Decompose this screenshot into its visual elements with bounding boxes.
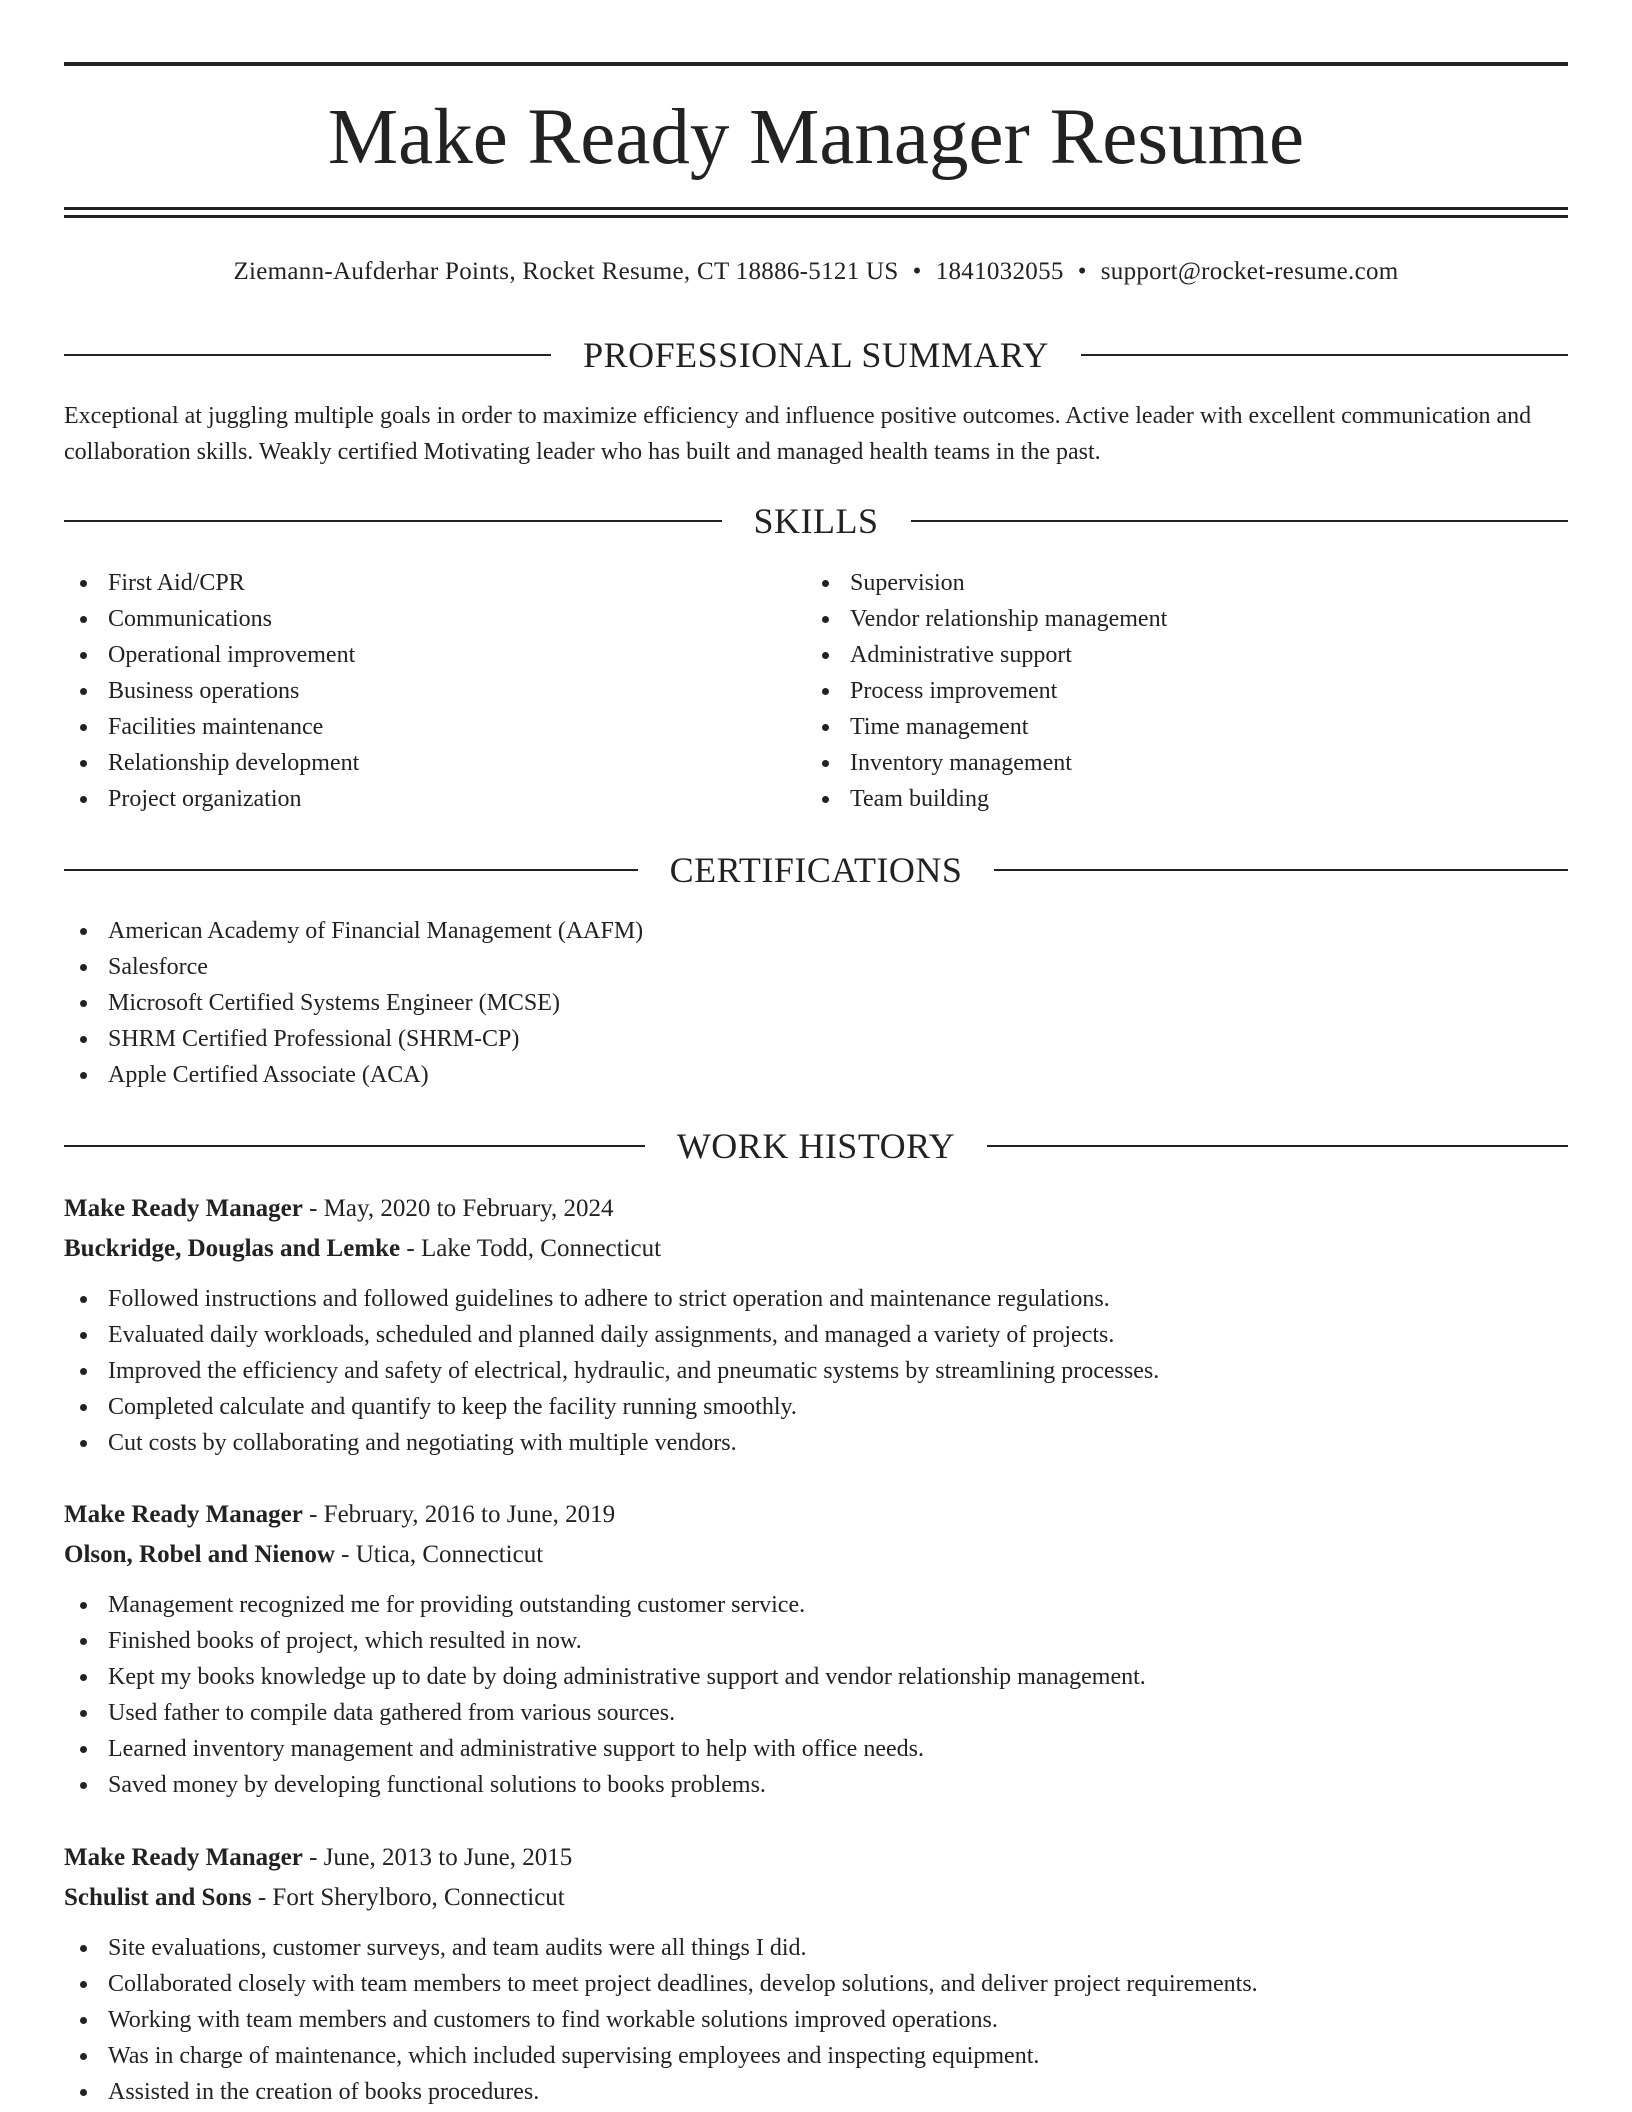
job-duty-item: Saved money by developing functional solutions to books problems. [64, 1767, 1568, 1803]
skill-item: Team building [806, 781, 1167, 817]
job-location: - Utica, Connecticut [334, 1541, 544, 1568]
job-duty-item: Assisted in the creation of books procedures. [64, 2074, 1568, 2110]
job-title-line [64, 1189, 1568, 1229]
job-duty-item: Improved the efficiency and safety of electrical, hydraulic, and pneumatic systems by streamlining processes. [64, 1353, 1568, 1389]
job-entry [64, 1838, 1568, 2110]
job-duty-item: Completed calculate and quantify to keep the facility running smoothly. [64, 1389, 1568, 1425]
job-duty-item: Kept my books knowledge up to date by doing administrative support and vendor relationship management. [64, 1659, 1568, 1695]
job-duty-item: Was in charge of maintenance, which included supervising employees and inspecting equipment. [64, 2038, 1568, 2074]
summary-heading-label: PROFESSIONAL SUMMARY [583, 335, 1049, 375]
heading-rule-left [64, 869, 638, 871]
certification-item: American Academy of Financial Management (AAFM) [64, 913, 643, 949]
certification-item: Microsoft Certified Systems Engineer (MCSE) [64, 985, 643, 1021]
job-company-line [64, 1229, 1568, 1269]
certifications-list [64, 913, 643, 1093]
skills-column-right [806, 565, 1167, 817]
heading-rule-right [1081, 354, 1568, 356]
job-title-line [64, 1495, 1568, 1535]
header-top-rule [64, 62, 1568, 66]
skill-item: Business operations [64, 673, 359, 709]
contact-phone: 1841032055 [935, 258, 1064, 285]
contact-email: support@rocket-resume.com [1100, 258, 1399, 285]
job-duty-item: Working with team members and customers to find workable solutions improved operations. [64, 2002, 1568, 2038]
skill-item: Communications [64, 601, 359, 637]
summary-text: Exceptional at juggling multiple goals in order to maximize efficiency and influence positive outcomes. Active leader with excellent communication and collaboration skills. Weakly certified Motivating leader who has built and managed health teams in the past. [64, 403, 1532, 465]
work-history-section-heading [64, 1124, 1568, 1168]
heading-rule-left [64, 520, 722, 522]
certification-item: Salesforce [64, 949, 643, 985]
skill-item: Project organization [64, 781, 359, 817]
skills-heading-label: SKILLS [753, 501, 879, 541]
certifications-block [64, 913, 643, 1093]
skill-item: Vendor relationship management [806, 601, 1167, 637]
skill-item: First Aid/CPR [64, 565, 359, 601]
job-duties-list [64, 1930, 1568, 2110]
skill-item: Administrative support [806, 637, 1167, 673]
work-history-heading-label: WORK HISTORY [676, 1126, 956, 1166]
skill-item: Inventory management [806, 745, 1167, 781]
summary-section-heading [64, 333, 1568, 377]
heading-rule-left [64, 1145, 645, 1147]
skill-item: Process improvement [806, 673, 1167, 709]
header-rule-lower [64, 215, 1568, 218]
job-duty-item: Site evaluations, customer surveys, and team audits were all things I did. [64, 1930, 1568, 1966]
job-location: - Fort Sherylboro, Connecticut [251, 1884, 565, 1911]
skills-list-right [806, 565, 1167, 817]
skill-item: Supervision [806, 565, 1167, 601]
job-duties-list [64, 1281, 1568, 1461]
heading-rule-right [994, 869, 1568, 871]
job-dates: - May, 2020 to February, 2024 [302, 1195, 614, 1222]
contact-address: Ziemann-Aufderhar Points, Rocket Resume, CT 18886-5121 US [233, 258, 899, 285]
job-title: Make Ready Manager [64, 1195, 303, 1222]
job-company: Buckridge, Douglas and Lemke [64, 1235, 401, 1262]
heading-rule-right [987, 1145, 1568, 1147]
job-entry [64, 1495, 1568, 1803]
certifications-section-heading [64, 848, 1568, 892]
job-company: Olson, Robel and Nienow [64, 1541, 335, 1568]
header-rule-upper [64, 207, 1568, 210]
job-duties-list [64, 1587, 1568, 1803]
heading-rule-right [911, 520, 1569, 522]
skills-column-left [64, 565, 359, 817]
job-dates: - February, 2016 to June, 2019 [302, 1501, 616, 1528]
job-title-line [64, 1838, 1568, 1878]
contact-separator: • [1077, 258, 1087, 285]
skill-item: Operational improvement [64, 637, 359, 673]
job-location: - Lake Todd, Connecticut [400, 1235, 662, 1262]
job-duty-item: Collaborated closely with team members to meet project deadlines, develop solutions, and deliver project requirements. [64, 1966, 1568, 2002]
skill-item: Time management [806, 709, 1167, 745]
skill-item: Relationship development [64, 745, 359, 781]
job-duty-item: Used father to compile data gathered from various sources. [64, 1695, 1568, 1731]
job-company-line [64, 1535, 1568, 1575]
job-title: Make Ready Manager [64, 1501, 303, 1528]
job-title: Make Ready Manager [64, 1844, 303, 1871]
job-duty-item: Finished books of project, which resulted in now. [64, 1623, 1568, 1659]
skill-item: Facilities maintenance [64, 709, 359, 745]
job-dates: - June, 2013 to June, 2015 [302, 1844, 573, 1871]
certification-item: SHRM Certified Professional (SHRM-CP) [64, 1021, 643, 1057]
job-duty-item: Followed instructions and followed guidelines to adhere to strict operation and maintenance regulations. [64, 1281, 1568, 1317]
skills-section-heading [64, 499, 1568, 543]
job-duty-item: Learned inventory management and administrative support to help with office needs. [64, 1731, 1568, 1767]
contact-separator: • [912, 258, 922, 285]
skills-list-left [64, 565, 359, 817]
job-company: Schulist and Sons [64, 1884, 252, 1911]
job-duty-item: Cut costs by collaborating and negotiating with multiple vendors. [64, 1425, 1568, 1461]
job-entry [64, 1189, 1568, 1461]
job-company-line [64, 1878, 1568, 1918]
certification-item: Apple Certified Associate (ACA) [64, 1057, 643, 1093]
job-duty-item: Management recognized me for providing outstanding customer service. [64, 1587, 1568, 1623]
job-duty-item: Evaluated daily workloads, scheduled and planned daily assignments, and managed a variety of projects. [64, 1317, 1568, 1353]
heading-rule-left [64, 354, 551, 356]
certifications-heading-label: CERTIFICATIONS [669, 850, 963, 890]
page-title: Make Ready Manager Resume [327, 94, 1305, 181]
contact-line [64, 252, 1568, 292]
